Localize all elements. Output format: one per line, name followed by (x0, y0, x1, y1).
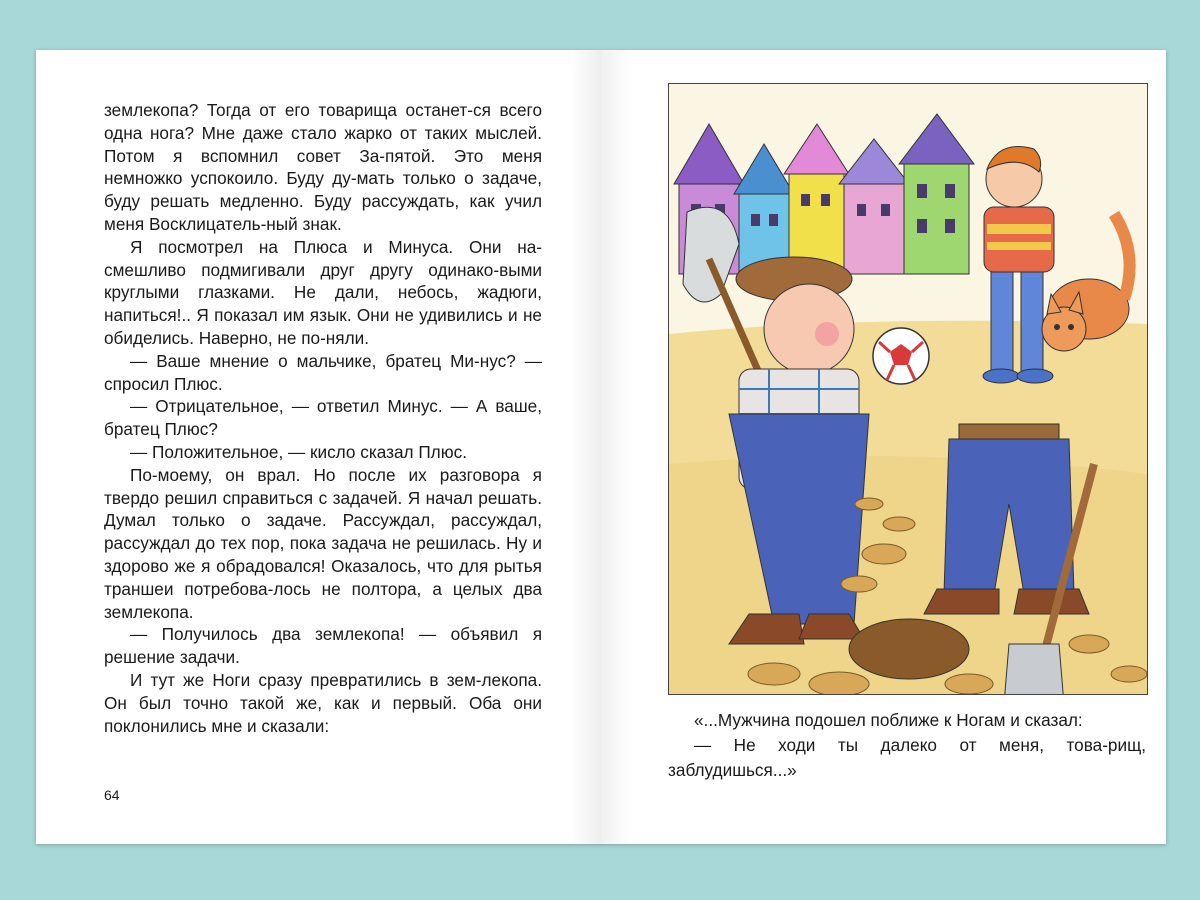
page-number: 64 (104, 787, 120, 803)
caption-line: — Не ходи ты далеко от меня, това-рищ, заблудишься...» (668, 735, 1146, 780)
paragraph: По-моему, он врал. Но после их разговора я твердо решил справиться с задачей. Я начал решать. Думал только о задаче. Рассуждал, рассуждал, рассуждал до тех пор, пока задача не решилась. Ну и здорово же я обрадовался! Оказалось, что для рытья траншеи потребова-лось не полтора, а целых два землекопа. (104, 464, 542, 622)
book-spread (36, 50, 1166, 844)
digger-illustration (668, 83, 1148, 695)
paragraph: — Положительное, — кисло сказал Плюс. (130, 441, 467, 462)
paragraph: И тут же Ноги сразу превратились в зем-лекопа. Он был точно такой же, как и первый. Оба они поклонились мне и сказали: (104, 669, 542, 736)
illustration-art (669, 84, 1147, 694)
paragraph: Я посмотрел на Плюса и Минуса. Они на-смешливо подмигивали друг другу одинако-выми круглыми глазками. Не дали, небось, жадюги, напиться!.. Я показал им язык. Они не удивились и не обиделись. Наверно, не по-няли. (104, 236, 542, 348)
left-page (36, 50, 601, 844)
soccer-ball (873, 328, 929, 384)
paragraph: землекопа? Тогда от его товарища останет-ся всего одна нога? Мне даже стало жарко от таких мыслей. Потом я вспомнил совет За-пятой. Это меня немножко успокоило. Буду ду-мать только о задаче, буду решать медленно. Буду рассуждать, как учил меня Восклицатель-ный знак. (104, 100, 542, 234)
left-page-text (104, 99, 542, 737)
paragraph: — Получилось два землекопа! — объявил я решение задачи. (104, 624, 542, 668)
caption-line: «...Мужчина подошел поближе к Ногам и сказал: (694, 710, 1083, 730)
paragraph: — Отрицательное, — ответил Минус. — А ваше, братец Плюс? (104, 396, 542, 440)
illustration-caption (668, 708, 1146, 783)
right-page (601, 50, 1166, 844)
paragraph: — Ваше мнение о мальчике, братец Ми-нус? — спросил Плюс. (104, 350, 542, 394)
